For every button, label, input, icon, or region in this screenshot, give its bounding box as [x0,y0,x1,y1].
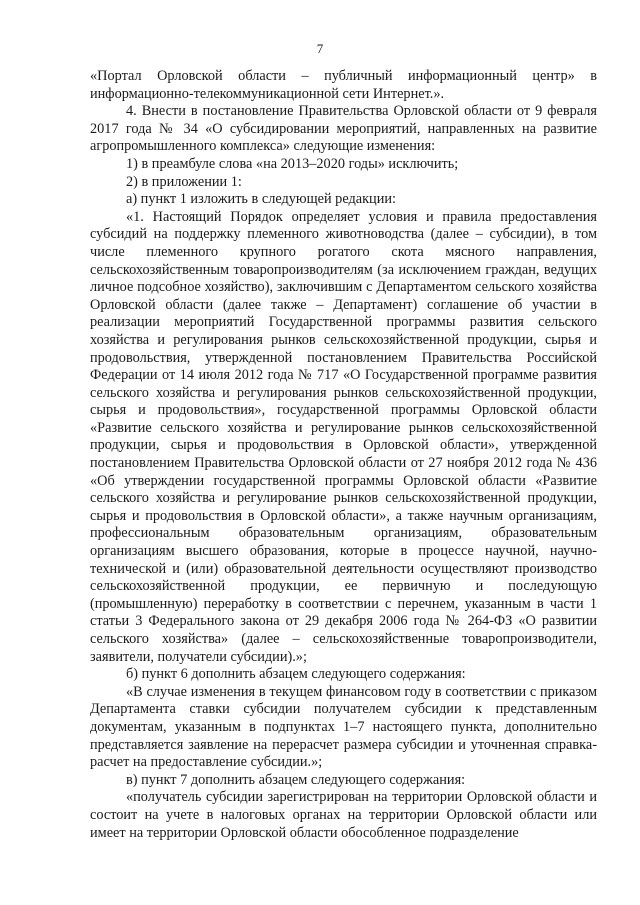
paragraph: «Портал Орловской области – публичный информационный центр» в информационно-телекоммуникационной сети Интернет.». [90,68,597,102]
paragraph: а) пункт 1 изложить в следующей редакции: [126,191,396,208]
paragraph: 1) в преамбуле слова «на 2013–2020 годы» исключить; [126,155,459,172]
paragraph: 4. Внести в постановление Правительства Орловской области от 9 февраля 2017 года № 34 «О субсидировании мероприятий, направленных на развитие агропромышленного комплекса» следующие изменения: [90,103,597,155]
page-number: 7 [316,41,324,56]
paragraph: б) пункт 6 дополнить абзацем следующего содержания: [126,666,466,683]
paragraph: 2) в приложении 1: [126,173,242,190]
paragraph: «1. Настоящий Порядок определяет условия и правила предоставления субсидий на поддержку племенного животноводства (далее – субсидии), в том числе племенного крупного рогатого скота мясного направления, сельскохозяйственным товаропроизводителям (за исключением граждан, ведущих личное подсобное хозяйство), заключившим с Департаментом сельского хозяйства Орловской области (далее также – Департамент) соглашение об участии в реализации мероприятий Государственной программы развития сельского хозяйства и регулирования рынков сельскохозяйственной продукции, сырья и продовольствия, утвержденной постановлением Правительства Российской Федерации от 14 июля 2012 года № 717 «О Государственной программе развития сельского хозяйства и регулирования рынков сельскохозяйственной продукции, сырья и продовольствия», государственной программы Орловской области «Развитие сельского хозяйства и регулирование рынков сельскохозяйственной продукции, сырья и продовольствия в Орловской области», утвержденной постановлением Правительства Орловской области от 27 ноября 2012 года № 436 «Об утверждении государственной программы Орловской области «Развитие сельского хозяйства и регулирование рынков сельскохозяйственной продукции, сырья и продовольствия в Орловской области», а также научным организациям, профессиональным образовательным организациям, образовательным организациям высшего образования, которые в процессе научной, научно-технической и (или) образовательной деятельности осуществляют производство сельскохозяйственной продукции, ее первичную и последующую (промышленную) переработку в соответствии с перечнем, указанным в части 1 статьи 3 Федерального закона от 29 декабря 2006 года № 264-ФЗ «О развитии сельского хозяйства» (далее – сельскохозяйственные товаропроизводители, заявители, получатели субсидии).»; [90,208,597,665]
paragraph: в) пункт 7 дополнить абзацем следующего содержания: [126,771,466,788]
document-body [90,68,597,842]
paragraph: «получатель субсидии зарегистрирован на территории Орловской области и состоит на учете в налоговых органах на территории Орловской области или имеет на территории Орловской области обособленное подразделение [90,789,597,841]
paragraph: «В случае изменения в текущем финансовом году в соответствии с приказом Департамента ставки субсидии получателем субсидии к представленным документам, указанным в подпунктах 1–7 настоящего пункта, дополнительно представляется заявление на перерасчет размера субсидии и уточненная справка-расчет на предоставление субсидии.»; [90,683,597,771]
